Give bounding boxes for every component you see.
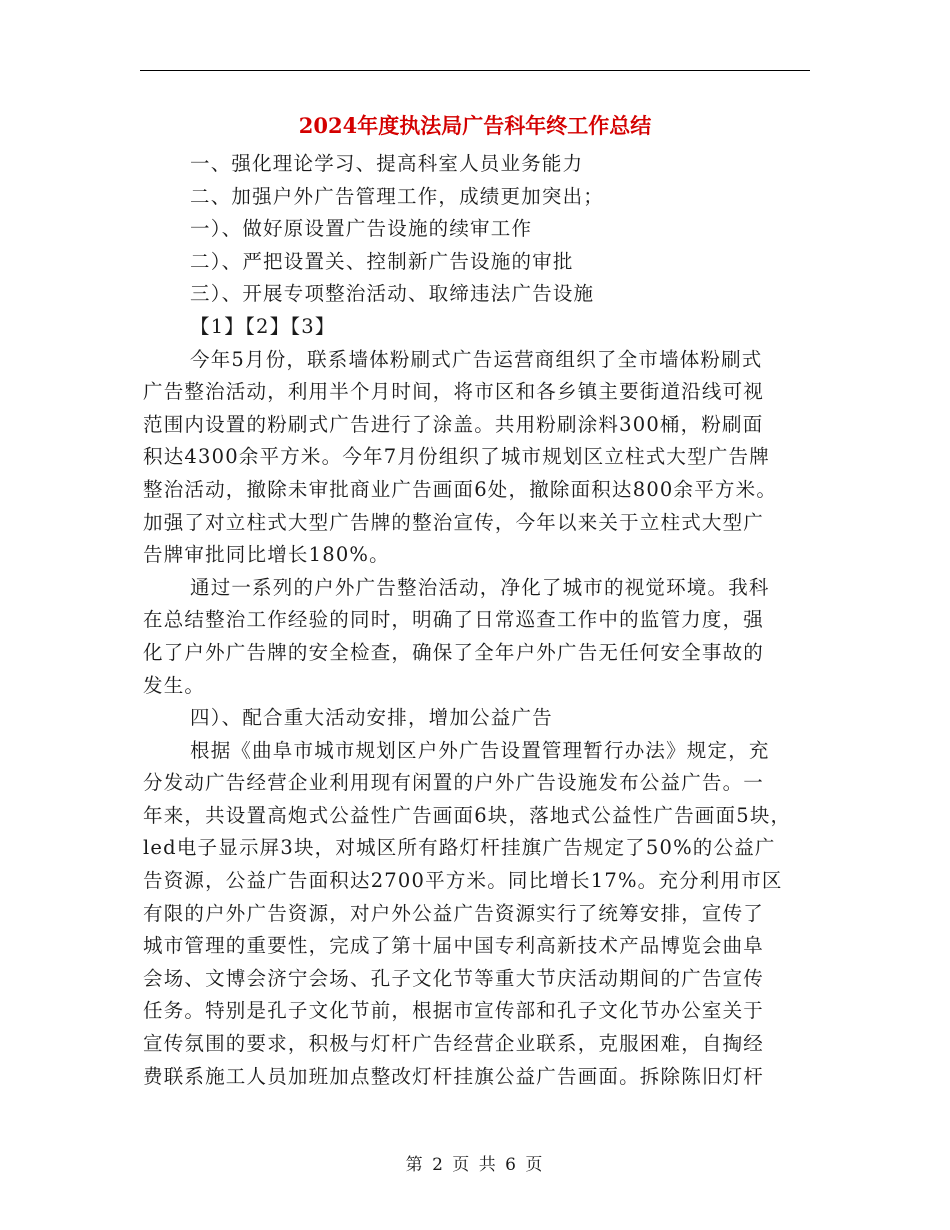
paragraph-line: 范围内设置的粉刷式广告进行了涂盖。共用粉刷涂料300桶，粉刷面	[143, 412, 764, 436]
paragraph-line: 化了户外广告牌的安全检查，确保了全年户外广告无任何安全事故的	[143, 640, 765, 664]
paragraph-line: 费联系施工人员加班加点整改灯杆挂旗公益广告画面。拆除陈旧灯杆	[143, 1064, 765, 1088]
paragraph-line: 根据《曲阜市城市规划区户外广告设置管理暂行办法》规定，充	[190, 738, 770, 762]
paragraph-line: 会场、文博会济宁会场、孔子文化节等重大节庆活动期间的广告宣传	[143, 966, 765, 990]
paragraph-line: 宣传氛围的要求，积极与灯杆广告经营企业联系，克服困难，自掏经	[143, 1032, 765, 1056]
paragraph-line: 有限的户外广告资源，对户外公益广告资源实行了统筹安排，宣传了	[143, 901, 765, 925]
subheading-1: 一）、做好原设置广告设施的续审工作	[190, 217, 533, 241]
heading-1: 一、强化理论学习、提高科室人员业务能力	[190, 152, 584, 175]
subheading-3: 三）、开展专项整治活动、取缔违法广告设施	[190, 282, 595, 306]
paragraph-line: 今年5月份，联系墙体粉刷式广告运营商组织了全市墙体粉刷式	[190, 347, 763, 371]
paragraph-line: 城市管理的重要性，完成了第十届中国专利高新技术产品博览会曲阜	[143, 934, 765, 958]
document-body	[143, 148, 813, 1093]
page-links: 【1】【2】【3】	[190, 314, 336, 338]
subheading-4: 四）、配合重大活动安排，增加公益广告	[190, 706, 553, 730]
document-title: 2024年度执法局广告科年终工作总结	[298, 113, 652, 138]
paragraph-line: 积达4300余平方米。今年7月份组织了城市规划区立柱式大型广告牌	[143, 445, 770, 469]
paragraph-line: 任务。特别是孔子文化节前，根据市宣传部和孔子文化节办公室关于	[143, 999, 765, 1023]
paragraph-line: 发生。	[143, 673, 206, 697]
paragraph-line: 告资源，公益广告面积达2700平方米。同比增长17%。充分利用市区	[143, 869, 783, 893]
paragraph-line: 通过一系列的户外广告整治活动，净化了城市的视觉环境。我科	[190, 575, 770, 599]
paragraph-line: 加强了对立柱式大型广告牌的整治宣传，今年以来关于立柱式大型广	[143, 510, 765, 534]
header-rule	[140, 70, 810, 71]
paragraph-line: 在总结整治工作经验的同时，明确了日常巡查工作中的监管力度，强	[143, 608, 765, 632]
paragraph-line: 分发动广告经营企业利用现有闲置的户外广告设施发布公益广告。一	[143, 771, 765, 795]
paragraph-line: led电子显示屏3块，对城区所有路灯杆挂旗广告规定了50%的公益广	[143, 836, 776, 860]
paragraph-line: 整治活动，撤除未审批商业广告画面6处，撤除面积达800余平方米。	[143, 477, 778, 501]
page-number: 第 2 页 共 6 页	[405, 1155, 545, 1175]
paragraph-line: 告牌审批同比增长180%。	[143, 543, 390, 567]
subheading-2: 二）、严把设置关、控制新广告设施的审批	[190, 249, 574, 273]
paragraph-line: 年来，共设置高炮式公益性广告画面6块，落地式公益性广告画面5块，	[143, 803, 792, 827]
heading-2: 二、加强户外广告管理工作，成绩更加突出；	[190, 184, 605, 208]
paragraph-line: 广告整治活动，利用半个月时间，将市区和各乡镇主要街道沿线可视	[143, 380, 765, 404]
